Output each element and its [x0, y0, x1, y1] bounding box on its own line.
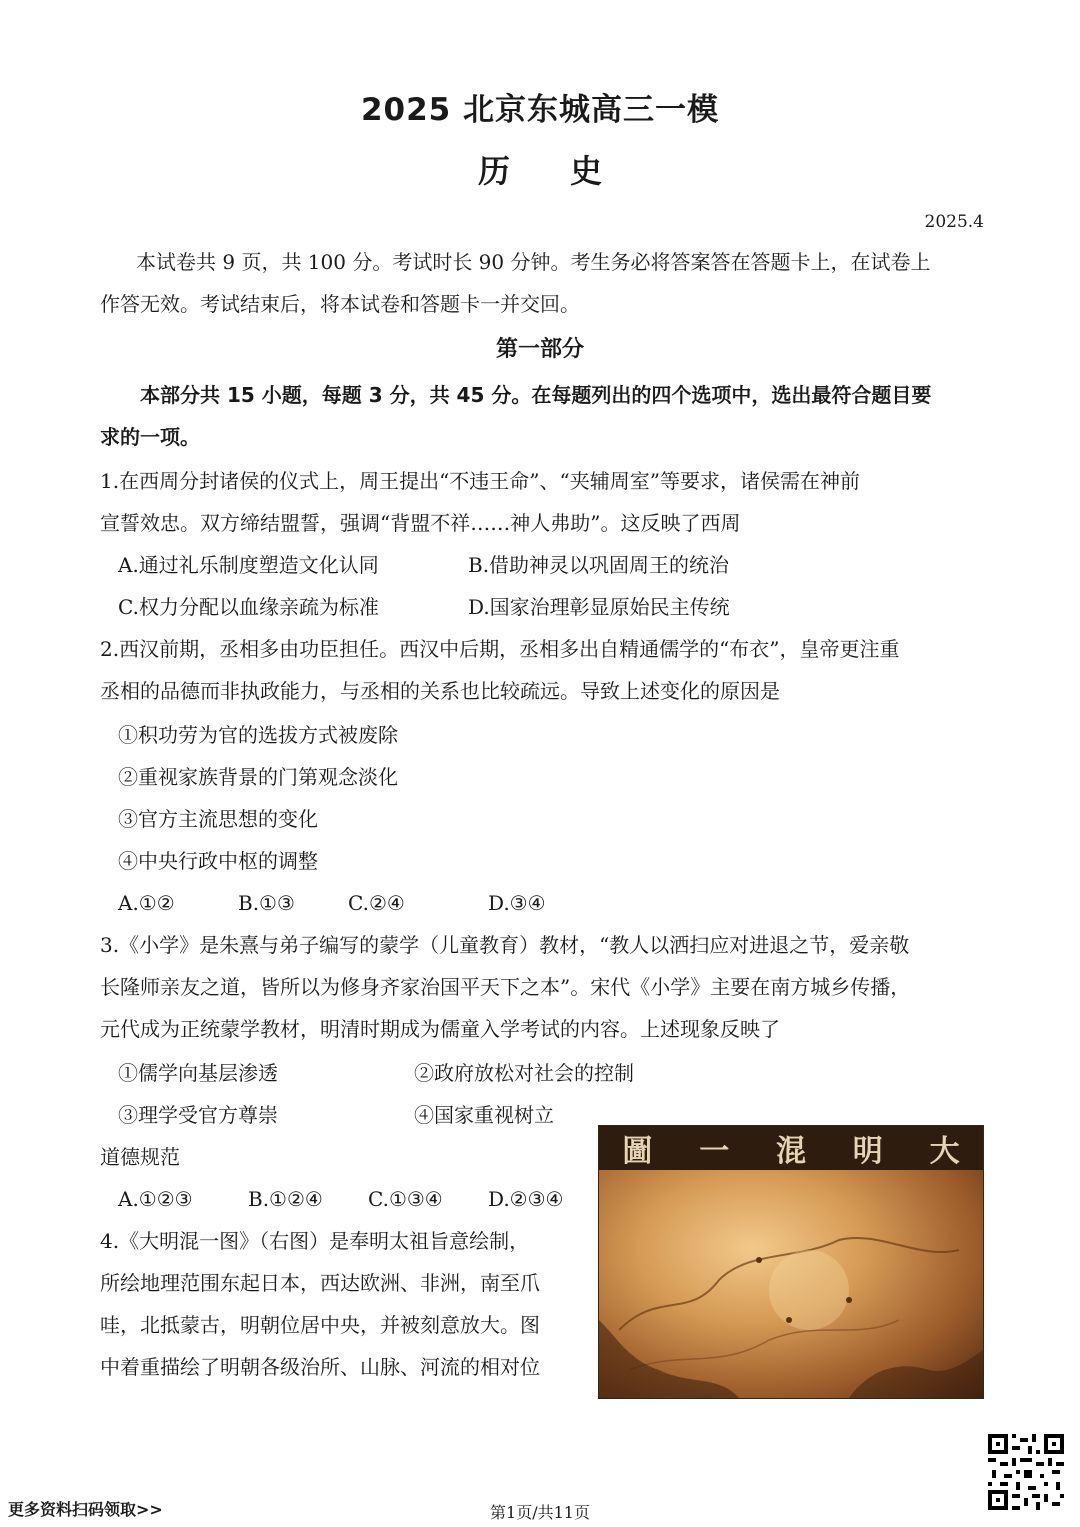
q3-item-4-continued: 道德规范 [100, 1145, 180, 1169]
exam-date: 2025.4 [924, 212, 984, 232]
q3-stem-line-3: 元代成为正统蒙学教材，明清时期成为儒童入学考试的内容。上述现象反映了 [100, 1017, 780, 1041]
q2-option-a: A.①② [118, 891, 175, 915]
more-resources-link[interactable]: 更多资料扫码领取>> [8, 1500, 163, 1519]
q2-stem-line-2: 丞相的品德而非执政能力，与丞相的关系也比较疏远。导致上述变化的原因是 [100, 679, 780, 703]
map-title-char-5: 大 [929, 1134, 960, 1169]
q3-stem-line-1: 3.《小学》是朱熹与弟子编写的蒙学（儿童教育）教材，“教人以洒扫应对进退之节，爱亲敬 [100, 933, 910, 957]
q1-option-c: C.权力分配以血缘亲疏为标准 [118, 595, 379, 619]
q3-option-d: D.②③④ [488, 1187, 564, 1211]
q1-option-b: B.借助神灵以巩固周王的统治 [468, 553, 730, 577]
q4-stem-line-3: 哇，北抵蒙古，明朝位居中央，并被刻意放大。图 [100, 1313, 540, 1337]
q3-option-a: A.①②③ [118, 1187, 193, 1211]
part-description-line-2: 求的一项。 [100, 425, 200, 449]
page-number: 第1页/共11页 [490, 1503, 590, 1522]
q3-item-1: ①儒学向基层渗透 [118, 1061, 278, 1085]
q3-item-2: ②政府放松对社会的控制 [414, 1061, 634, 1085]
q2-item-3: ③官方主流思想的变化 [118, 807, 318, 831]
q1-option-a: A.通过礼乐制度塑造文化认同 [118, 553, 379, 577]
instructions-line-1: 本试卷共 9 页，共 100 分。考试时长 90 分钟。考生务必将答案答在答题卡上，在试卷上 [136, 250, 931, 274]
q2-option-c: C.②④ [348, 891, 405, 915]
map-title-char-2: 一 [699, 1134, 730, 1169]
subject-title: 历史 [477, 152, 662, 190]
qr-code[interactable] [988, 1434, 1064, 1510]
q2-option-b: B.①③ [238, 891, 295, 915]
q2-option-d: D.③④ [488, 891, 546, 915]
map-title-char-4: 明 [852, 1134, 883, 1169]
q4-stem-line-2: 所绘地理范围东起日本，西达欧洲、非洲，南至爪 [100, 1271, 540, 1295]
q3-item-3: ③理学受官方尊崇 [118, 1103, 278, 1127]
map-title-char-3: 混 [775, 1134, 806, 1169]
q1-option-d: D.国家治理彰显原始民主传统 [468, 595, 730, 619]
part-description-line-1: 本部分共 15 小题，每题 3 分，共 45 分。在每题列出的四个选项中，选出最符合题目要 [140, 383, 932, 407]
q3-option-b: B.①②④ [248, 1187, 323, 1211]
q2-item-4: ④中央行政中枢的调整 [118, 849, 318, 873]
q4-stem-line-1: 4.《大明混一图》（右图）是奉明太祖旨意绘制， [100, 1229, 530, 1253]
map-title-banner [599, 1126, 983, 1170]
part-heading: 第一部分 [495, 337, 584, 362]
qr-code-graphic [988, 1434, 1064, 1510]
map-title-char-1: 圖 [622, 1134, 653, 1169]
q1-stem-line-2: 宣誓效忠。双方缔结盟誓，强调“背盟不祥……神人弗助”。这反映了西周 [100, 511, 741, 535]
q3-item-4: ④国家重视树立 [414, 1103, 554, 1127]
q4-stem-line-4: 中着重描绘了明朝各级治所、山脉、河流的相对位 [100, 1355, 540, 1379]
exam-title: 2025 北京东城高三一模 [360, 92, 720, 128]
map-illustration [599, 1170, 983, 1398]
q2-item-2: ②重视家族背景的门第观念淡化 [118, 765, 398, 789]
q3-stem-line-2: 长隆师亲友之道，皆所以为修身齐家治国平天下之本”。宋代《小学》主要在南方城乡传播， [100, 975, 911, 999]
q3-option-c: C.①③④ [368, 1187, 443, 1211]
q1-stem-line-1: 1.在西周分封诸侯的仪式上，周王提出“不违王命”、“夹辅周室”等要求，诸侯需在神前 [100, 469, 860, 493]
q2-item-1: ①积功劳为官的选拔方式被废除 [118, 723, 398, 747]
q2-stem-line-1: 2.西汉前期，丞相多由功臣担任。西汉中后期，丞相多出自精通儒学的“布衣”，皇帝更注重 [100, 637, 900, 661]
da-ming-map-image [598, 1125, 984, 1399]
instructions-line-2: 作答无效。考试结束后，将本试卷和答题卡一并交回。 [100, 292, 580, 316]
